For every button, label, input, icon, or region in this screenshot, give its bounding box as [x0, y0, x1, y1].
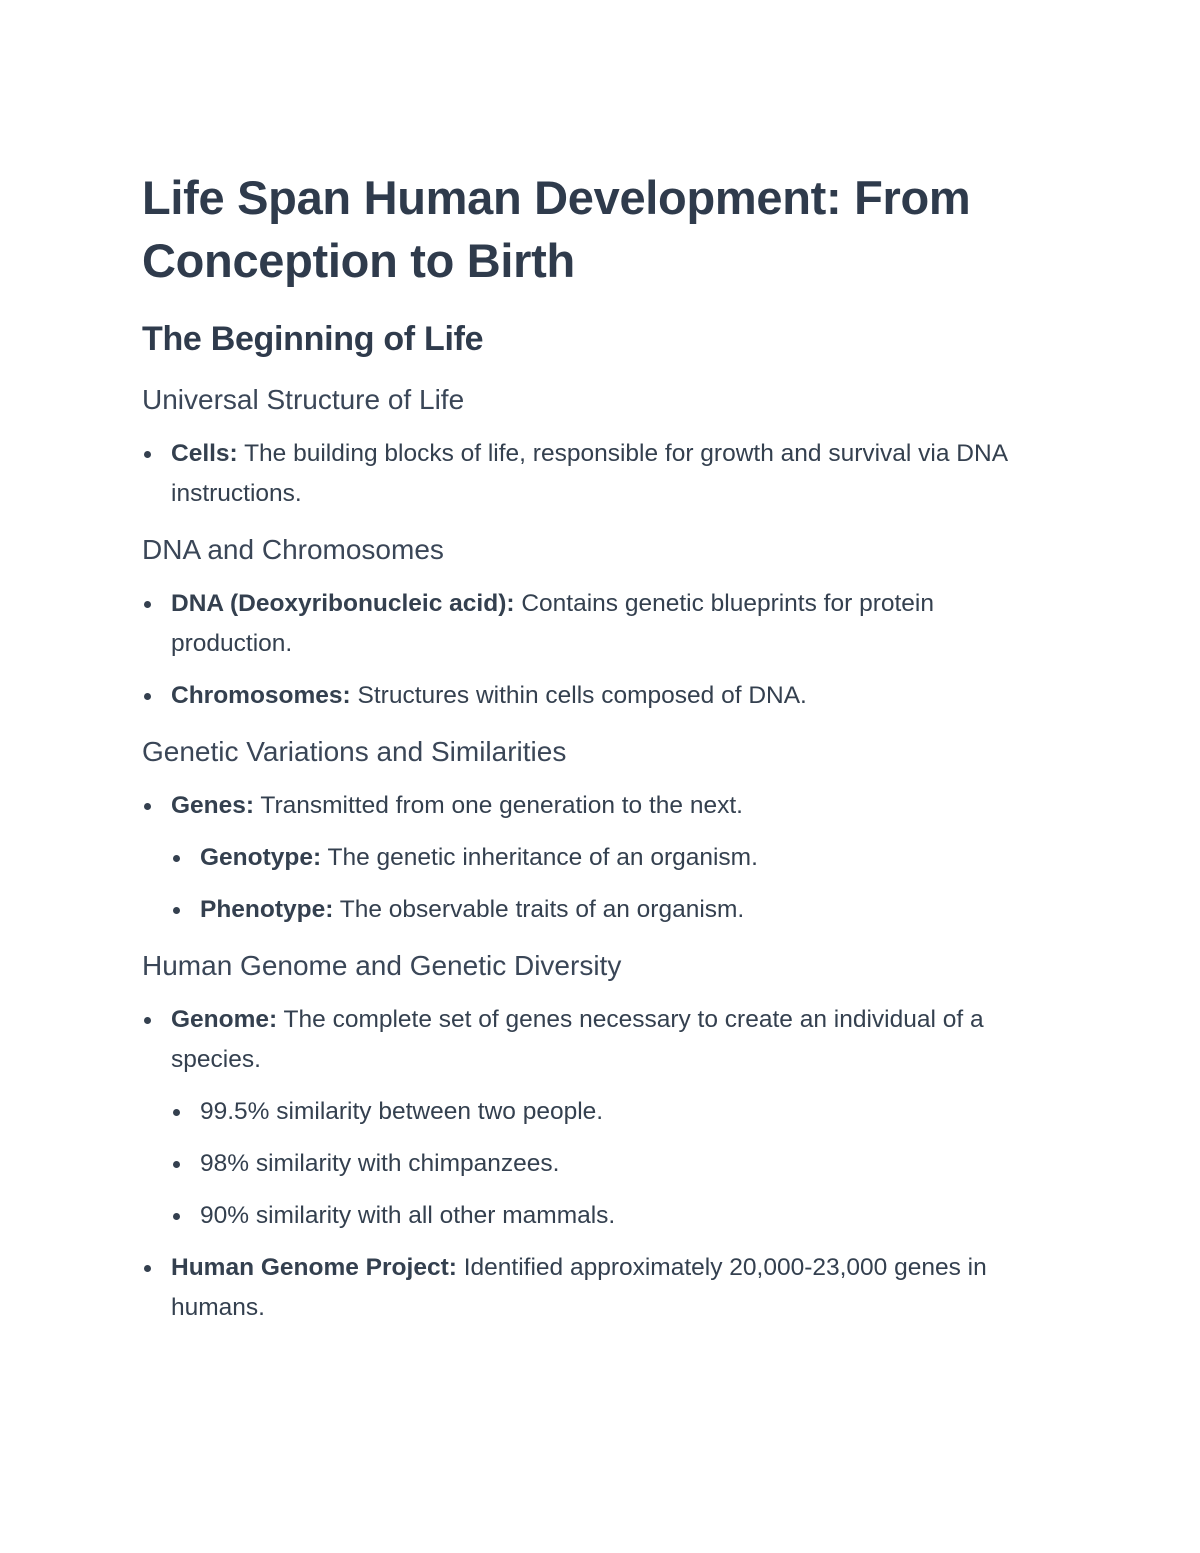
subsection-heading: Genetic Variations and Similarities — [142, 736, 567, 767]
item-term: Phenotype: — [200, 896, 334, 923]
list-item — [142, 676, 1050, 716]
subsection-heading: Universal Structure of Life — [142, 384, 465, 415]
list-item — [142, 434, 1050, 514]
subsection-heading: DNA and Chromosomes — [142, 534, 444, 565]
bullet-list — [142, 1000, 1050, 1328]
item-term: Genotype: — [200, 844, 322, 871]
item-text: The building blocks of life, responsible for growth and survival via DNA instructions. — [171, 440, 1007, 507]
item-text: The complete set of genes necessary to create an individual of a species. — [171, 1006, 984, 1073]
bullet-list — [142, 434, 1050, 514]
list-item — [142, 786, 1050, 930]
item-text: The observable traits of an organism. — [333, 896, 745, 923]
item-term: Human Genome Project: — [171, 1254, 457, 1281]
list-item — [171, 890, 1050, 930]
bullet-list — [142, 584, 1050, 716]
section-dna-chromosomes — [142, 530, 1050, 716]
subsection-heading: Human Genome and Genetic Diversity — [142, 950, 622, 981]
section-genetic-variations — [142, 732, 1050, 930]
item-text: Contains genetic blueprints for protein production. — [171, 590, 934, 657]
item-text: The genetic inheritance of an organism. — [321, 844, 758, 871]
item-term: Cells: — [171, 440, 238, 467]
section-human-genome — [142, 946, 1050, 1328]
nested-bullet-list — [171, 838, 1050, 930]
section-heading: The Beginning of Life — [142, 320, 484, 358]
item-term: Genome: — [171, 1006, 278, 1033]
item-text: 98% similarity with chimpanzees. — [200, 1150, 560, 1177]
item-text: Identified approximately 20,000-23,000 genes in humans. — [171, 1254, 987, 1321]
item-term: Genes: — [171, 792, 255, 819]
item-term: DNA (Deoxyribonucleic acid): — [171, 590, 515, 617]
item-text: Structures within cells composed of DNA. — [350, 682, 807, 709]
list-item — [142, 1000, 1050, 1236]
item-text: Transmitted from one generation to the next. — [254, 792, 743, 819]
list-item — [142, 584, 1050, 664]
list-item — [171, 838, 1050, 878]
document-title: Life Span Human Development: From Conception to Birth — [142, 171, 971, 287]
nested-bullet-list — [171, 1092, 1050, 1236]
section-universal-structure — [142, 380, 1050, 514]
item-term: Chromosomes: — [171, 682, 351, 709]
list-item — [171, 1144, 1050, 1184]
item-text: 99.5% similarity between two people. — [200, 1098, 604, 1125]
list-item — [171, 1196, 1050, 1236]
bullet-list — [142, 786, 1050, 930]
list-item — [171, 1092, 1050, 1132]
list-item — [142, 1248, 1050, 1328]
item-text: 90% similarity with all other mammals. — [200, 1202, 616, 1229]
